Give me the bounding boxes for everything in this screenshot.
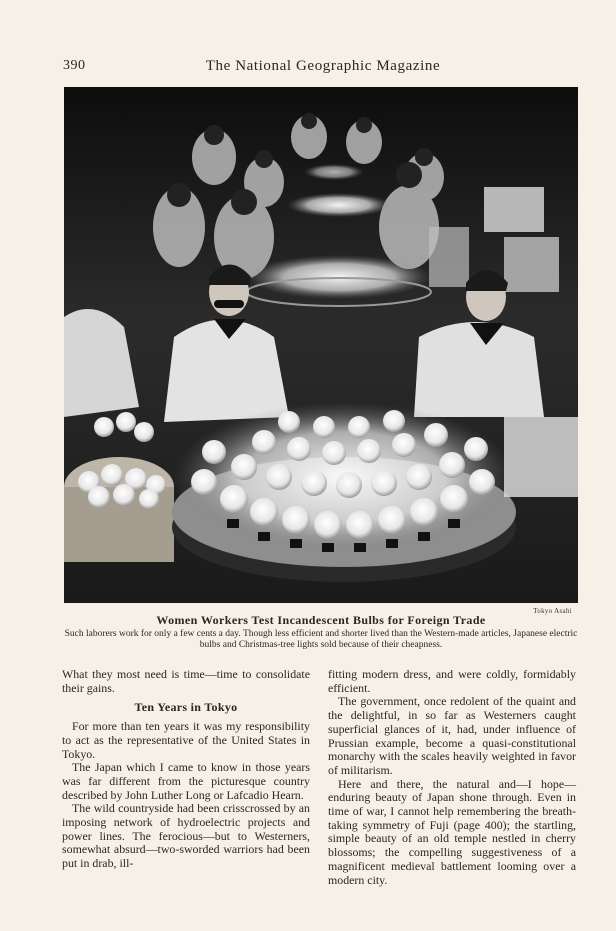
- paragraph: The government, once redolent of the quaint and the delightful, in so far as Westerners caught superficial glances of it, had, under influence of Prussian example, become a quasi-constitutional monarchy with the scales heavily weighted in favor of militarism.: [328, 694, 576, 777]
- article-left-column: [62, 668, 310, 871]
- photograph-bulb-testing: [64, 87, 578, 603]
- article-right-column: [328, 668, 576, 887]
- paragraph: The Japan which I came to know in those years was far different from the picturesque country described by John Luther Long or Lafcadio Hearn.: [62, 760, 310, 802]
- running-head: The National Geographic Magazine: [205, 58, 441, 74]
- paragraph: For more than ten years it was my responsibility to act as the representative of the United States in Tokyo.: [62, 719, 310, 761]
- paragraph: What they most need is time—time to consolidate their gains.: [62, 667, 310, 695]
- section-heading: Ten Years in Tokyo: [134, 700, 238, 715]
- caption-title: Women Workers Test Incandescent Bulbs for Foreign Trade: [156, 613, 486, 627]
- paragraph: The wild countryside had been crisscrossed by an imposing network of hydroelectric projects and power lines. The ferocious—but to Westerners, somewhat absurd—two-sworded warriors had been put in drab, ill-: [62, 801, 310, 871]
- caption-text: Such laborers work for only a few cents a day. Though less efficient and shorter lived than the Western-made articles, Japanese electric bulbs and Christmas-tree lights sold because of their cheapness.: [64, 629, 578, 650]
- paragraph: fitting modern dress, and were coldly, formidably efficient.: [328, 667, 576, 695]
- photo-credit: Tokyo Asahi: [533, 607, 572, 615]
- paragraph: Here and there, the natural and—I hope—enduring beauty of Japan shone through. Even in time of war, I cannot help remembering the breath-taking symmetry of Fuji (page 400); the startling, simple beauty of an old temple nestled in cherry blossoms; the compelling suggestiveness of a magnificent medieval battlement looming over a modern city.: [328, 776, 576, 887]
- photo-illustration: [64, 87, 578, 603]
- page-number: 390: [63, 58, 86, 73]
